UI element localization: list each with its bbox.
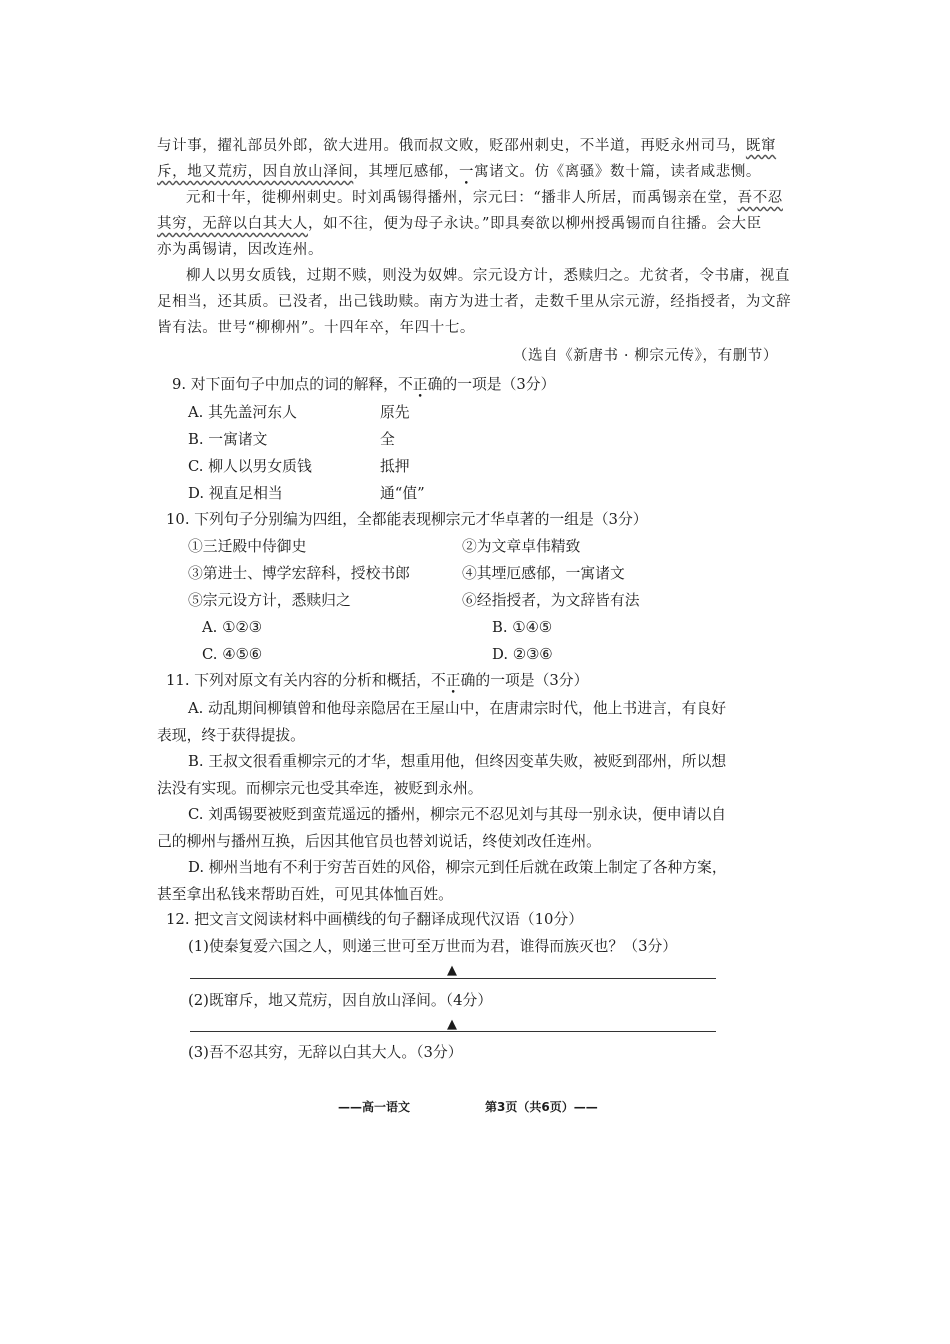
question-12-stem: 12. 把文言文阅读材料中画横线的句子翻译成现代汉语（10分）	[166, 911, 583, 928]
question-11-stem	[166, 672, 588, 690]
q9-option-a-meaning: 原先	[380, 404, 410, 421]
passage-line: 皆有法。世号“柳柳州”。十四年卒，年四十七。	[157, 320, 476, 336]
passage-line	[157, 138, 776, 155]
q12-sentence-3: (3)吾不忍其穷，无辞以白其大人。（3分）	[188, 1044, 463, 1061]
q10-item: ⑤宗元设方计，悉赎归之	[188, 592, 351, 609]
q10-item: ②为文章卓伟精致	[462, 538, 581, 555]
q11-option-d-line1: D. 柳州当地有不利于穷苦百姓的风俗，柳宗元到任后就在政策上制定了各种方案，	[188, 859, 727, 876]
passage-line	[157, 164, 761, 181]
passage-source: （选自《新唐书 · 柳宗元传》，有删节）	[512, 348, 778, 364]
answer-mark-icon: ▲	[447, 1017, 457, 1032]
q11-option-a-line2: 表现，终于获得提拔。	[157, 727, 305, 744]
q10-choice-b: B. ①④⑤	[492, 619, 553, 636]
stem-text: 的一项是（3分）	[442, 376, 556, 393]
passage-line: 足相当，还其质。已没者，出己钱助赎。南方为进士者，走数千里从宗元游，经指授者，为文辞	[157, 294, 792, 310]
q11-option-c-line1: C. 刘禹锡要被贬到蛮荒遥远的播州，柳宗元不忍见刘与其母一别永诀，便申请以自	[188, 806, 727, 823]
underlined-sentence: 其穷，无辞以白其大人	[157, 216, 308, 232]
q9-option-d-meaning: 通“值”	[380, 485, 425, 502]
q10-choice-a: A. ①②③	[202, 619, 262, 636]
stem-text: 9. 对下面句子中加点的词的解释，	[172, 376, 398, 393]
dotted-word: 一	[459, 164, 475, 180]
q12-sentence-2: (2)既窜斥，地又荒疠，因自放山泽间。（4分）	[188, 992, 493, 1009]
passage-line	[186, 190, 783, 207]
q9-option-b-meaning: 全	[380, 431, 395, 448]
q11-option-c-line2: 己的柳州与播州互换，后因其他官员也替刘说话，终使刘改任连州。	[157, 833, 601, 850]
question-10-stem: 10. 下列句子分别编为四组，全都能表现柳宗元才华卓著的一组是（3分）	[166, 511, 648, 528]
q10-choice-c: C. ④⑤⑥	[202, 646, 262, 663]
emphasis-dotted: 不正确	[397, 376, 443, 393]
q12-sentence-1: (1)使秦复爱六国之人，则递三世可至万世而为君，谁得而族灭也？（3分）	[188, 938, 678, 955]
footer-subject: ——高一语文	[338, 1100, 411, 1114]
underlined-sentence: 既窜	[745, 138, 777, 154]
stem-text: 的一项是（3分）	[475, 672, 589, 689]
q11-option-d-line2: 甚至拿出私钱来帮助百姓，可见其体恤百姓。	[157, 886, 453, 903]
q11-option-a-line1: A. 动乱期间柳镇曾和他母亲隐居在王屋山中，在唐肃宗时代，他上书进言，有良好	[188, 700, 726, 717]
q10-item: ①三迁殿中侍御史	[188, 538, 307, 555]
q9-option-c: C. 柳人以男女质钱	[188, 458, 312, 475]
q9-option-d: D. 视直足相当	[188, 485, 283, 502]
passage-text: 寓诸文。仿《离骚》数十篇，读者咸悲恻。	[474, 164, 762, 180]
q9-option-c-meaning: 抵押	[380, 458, 410, 475]
passage-text: ，其堙厄感郁，	[353, 164, 460, 180]
answer-mark-icon: ▲	[447, 963, 457, 978]
q10-item: ⑥经指授者，为文辞皆有法	[462, 592, 640, 609]
passage-text: ，如不往，便为母子永诀。”即具奏欲以柳州授禹锡而自往播。会大臣	[308, 216, 762, 232]
stem-text: 11. 下列对原文有关内容的分析和概括，	[166, 672, 431, 689]
passage-line: 柳人以男女质钱，过期不赎，则没为奴婢。宗元设方计，悉赎归之。尤贫者，令书庸，视直	[186, 268, 790, 284]
q10-item: ④其堙厄感郁，一寓诸文	[462, 565, 625, 582]
passage-line	[157, 216, 762, 233]
q9-option-b: B. 一寓诸文	[188, 431, 268, 448]
q10-choice-d: D. ②③⑥	[492, 646, 553, 663]
passage-line: 亦为禹锡请，因改连州。	[157, 242, 324, 258]
answer-line-1[interactable]	[190, 978, 716, 979]
q10-item: ③第进士、博学宏辞科，授校书郎	[188, 565, 410, 582]
footer-page-number: 第3页（共6页）——	[485, 1100, 598, 1114]
answer-line-2[interactable]	[190, 1031, 716, 1032]
q11-option-b-line1: B. 王叔文很看重柳宗元的才华，想重用他，但终因变革失败，被贬到邵州，所以想	[188, 753, 727, 770]
passage-text: 元和十年，徙柳州刺史。时刘禹锡得播州，宗元曰：“播非人所居，而禹锡亲在堂，	[186, 190, 738, 206]
passage-text: 与计事，擢礼部员外郎，欲大进用。俄而叔文败，贬邵州刺史，不半道，再贬永州司马，	[157, 138, 746, 154]
underlined-sentence: 吾不忍	[737, 190, 783, 206]
underlined-sentence: 斥，地又荒疠，因自放山泽间	[157, 164, 354, 180]
q9-option-a: A. 其先盖河东人	[188, 404, 297, 421]
q11-option-b-line2: 法没有实现。而柳宗元也受其牵连，被贬到永州。	[157, 780, 483, 797]
question-9-stem	[172, 376, 555, 394]
emphasis-dotted: 不正确	[431, 672, 476, 689]
